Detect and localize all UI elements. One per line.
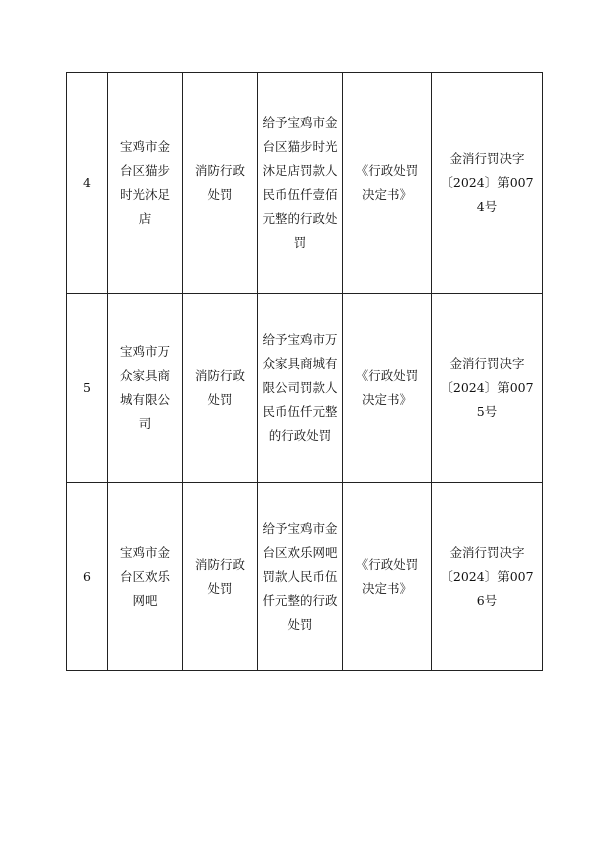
row-number-text: 6 [83, 568, 91, 584]
document-name [343, 294, 432, 483]
table-row [67, 294, 543, 483]
document-name-text: 《行政处罚决定书》 [355, 368, 419, 407]
penalty-content [258, 294, 343, 483]
row-number-text: 5 [83, 380, 91, 395]
party-name [108, 73, 183, 294]
penalty-table [66, 72, 543, 671]
document-number-text: 金消行罚决字〔2024〕第0074号 [440, 151, 534, 214]
document-number-text: 金消行罚决字〔2024〕第0075号 [440, 356, 534, 419]
document-number [432, 73, 543, 294]
document-name-text: 《行政处罚决定书》 [355, 556, 419, 596]
party-name-text: 宝鸡市金台区欢乐网吧 [119, 544, 170, 608]
penalty-type-text: 消防行政处罚 [194, 368, 245, 407]
penalty-content-text: 给予宝鸡市金台区欢乐网吧罚款人民币伍仟元整的行政处罚 [262, 520, 338, 632]
document-number [432, 294, 543, 483]
penalty-type-text: 消防行政处罚 [194, 163, 245, 202]
penalty-type-text: 消防行政处罚 [194, 556, 245, 596]
penalty-type [183, 294, 258, 483]
penalty-content-text: 给予宝鸡市金台区猫步时光沐足店罚款人民币伍仟壹佰元整的行政处罚 [262, 115, 338, 250]
document-name [343, 483, 432, 671]
row-number [67, 73, 108, 294]
row-number-text: 4 [83, 175, 91, 190]
party-name-text: 宝鸡市金台区猫步时光沐足店 [119, 139, 170, 226]
document-name [343, 73, 432, 294]
penalty-type [183, 73, 258, 294]
row-number [67, 483, 108, 671]
table-row [67, 483, 543, 671]
penalty-type [183, 483, 258, 671]
document-number-text: 金消行罚决字〔2024〕第0076号 [440, 544, 534, 608]
document-number [432, 483, 543, 671]
table-row [67, 73, 543, 294]
party-name [108, 294, 183, 483]
row-number [67, 294, 108, 483]
party-name-text: 宝鸡市万众家具商城有限公司 [119, 344, 170, 431]
party-name [108, 483, 183, 671]
penalty-content [258, 483, 343, 671]
document-name-text: 《行政处罚决定书》 [355, 163, 419, 202]
penalty-content [258, 73, 343, 294]
penalty-content-text: 给予宝鸡市万众家具商城有限公司罚款人民币伍仟元整的行政处罚 [262, 332, 338, 443]
